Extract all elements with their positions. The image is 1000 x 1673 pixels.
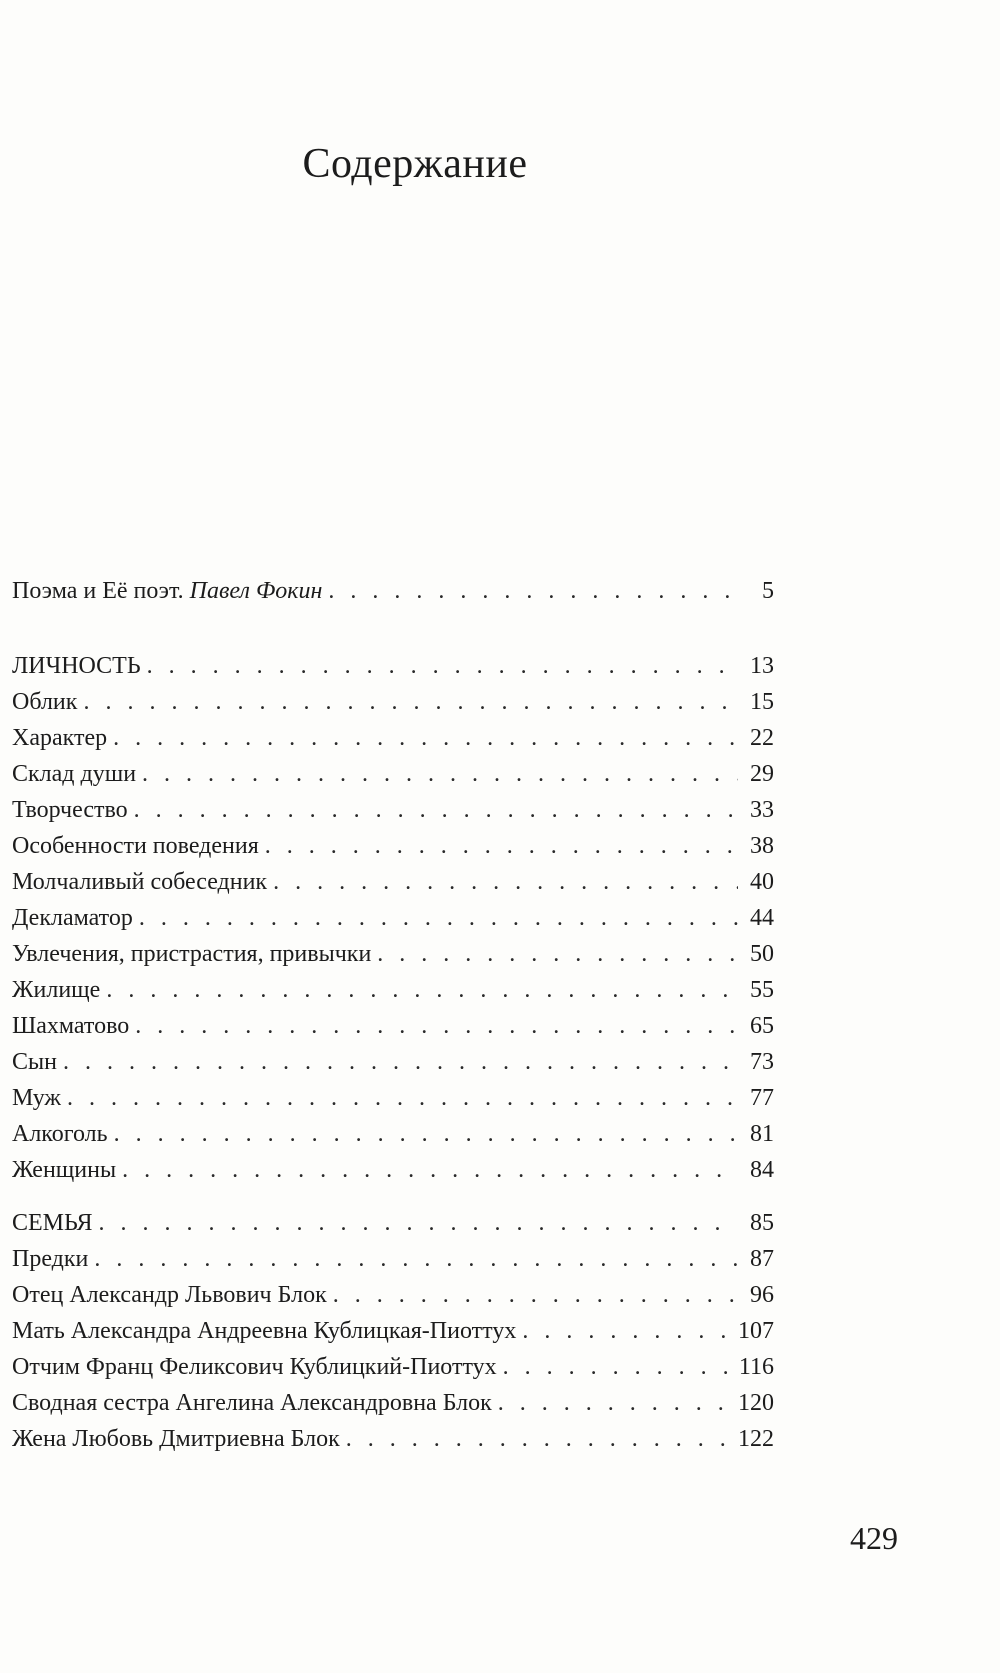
toc-entry-label: ЛИЧНОСТЬ — [12, 653, 141, 679]
toc-entry-label: Особенности поведения — [12, 833, 259, 859]
toc-entry-page: 107 — [738, 1318, 774, 1344]
toc-entry-label: Муж — [12, 1085, 62, 1111]
toc-leader-dots — [83, 689, 738, 716]
toc-leader-dots — [63, 1049, 738, 1076]
toc-leader-dots — [114, 1121, 738, 1148]
toc-entry-label: Облик — [12, 689, 78, 715]
toc-entry — [12, 905, 774, 941]
toc-entry — [12, 1282, 774, 1318]
toc-entry-label: Мать Александра Андреевна Кублицкая-Пиоттух — [12, 1318, 517, 1344]
toc-entry-page: 96 — [750, 1282, 774, 1308]
toc-leader-dots — [122, 1157, 738, 1184]
toc-entry-label: Склад души — [12, 761, 137, 787]
toc-entry — [12, 941, 774, 977]
toc-entry-page: 87 — [750, 1246, 774, 1272]
toc-entry-page: 65 — [750, 1013, 774, 1039]
toc-leader-dots — [147, 653, 738, 680]
toc-entry-label: Сын — [12, 1049, 57, 1075]
toc-entry-page: 120 — [738, 1390, 774, 1416]
toc-entry — [12, 869, 774, 905]
toc-leader-dots — [94, 1246, 738, 1273]
toc-section-family — [12, 1210, 774, 1462]
toc-entry-page: 122 — [738, 1426, 774, 1452]
toc-entry-page: 13 — [750, 653, 774, 679]
toc-entry — [12, 797, 774, 833]
toc-entry-title: Поэма и Её поэт. — [12, 578, 184, 604]
toc-entry-page: 77 — [750, 1085, 774, 1111]
toc-leader-dots — [346, 1426, 732, 1453]
toc-section-personality — [12, 653, 774, 1193]
toc-entry-label: Жилище — [12, 977, 101, 1003]
toc-entry-label: Отчим Франц Феликсович Кублицкий-Пиоттух — [12, 1354, 497, 1380]
toc-entry-page: 29 — [750, 761, 774, 787]
toc-entry — [12, 1426, 774, 1462]
toc-entry — [12, 725, 774, 761]
toc-entry-label: Сводная сестра Ангелина Александровна Блок — [12, 1390, 492, 1416]
toc-entry-page: 116 — [738, 1354, 774, 1380]
toc-entry-label: Женщины — [12, 1157, 117, 1183]
toc-entry-label: Жена Любовь Дмитриевна Блок — [12, 1426, 340, 1452]
toc-intro — [12, 578, 774, 614]
toc-entry-page: 85 — [750, 1210, 774, 1236]
toc-entry — [12, 761, 774, 797]
toc-entry-label: Характер — [12, 725, 108, 751]
toc-entry — [12, 1246, 774, 1282]
toc-entry-label: Алкоголь — [12, 1121, 108, 1147]
toc-leader-dots — [142, 761, 738, 788]
toc-leader-dots — [273, 869, 738, 896]
toc-leader-dots — [67, 1085, 738, 1112]
toc-entry-page: 40 — [750, 869, 774, 895]
toc-leader-dots — [106, 977, 738, 1004]
toc-entry-page: 84 — [750, 1157, 774, 1183]
toc-entry-page: 22 — [750, 725, 774, 751]
toc-entry-label — [12, 578, 322, 605]
toc-entry-label: Отец Александр Львович Блок — [12, 1282, 327, 1308]
toc-entry-author: Павел Фокин — [189, 578, 323, 604]
toc-entry — [12, 977, 774, 1013]
toc-entry — [12, 1013, 774, 1049]
toc-leader-dots — [135, 1013, 738, 1040]
toc-entry-page: 50 — [750, 941, 774, 967]
toc-leader-dots — [498, 1390, 732, 1417]
toc-entry-page: 33 — [750, 797, 774, 823]
toc-entry — [12, 1354, 774, 1390]
toc-entry-label: Шахматово — [12, 1013, 130, 1039]
toc-entry — [12, 1049, 774, 1085]
toc-entry — [12, 578, 774, 614]
toc-entry — [12, 1085, 774, 1121]
page-number: 429 — [850, 1520, 898, 1556]
toc-leader-dots — [333, 1282, 738, 1309]
toc-leader-dots — [503, 1354, 733, 1381]
toc-entry-page: 44 — [750, 905, 774, 931]
toc-entry-page: 73 — [750, 1049, 774, 1075]
toc-leader-dots — [265, 833, 738, 860]
toc-leader-dots — [377, 941, 738, 968]
toc-entry — [12, 1390, 774, 1426]
toc-entry-label: Молчаливый собеседник — [12, 869, 268, 895]
page-title: Содержание — [302, 141, 528, 188]
toc-entry-label: СЕМЬЯ — [12, 1210, 93, 1236]
toc-entry-page: 15 — [750, 689, 774, 715]
toc-entry — [12, 653, 774, 689]
toc-entry — [12, 1318, 774, 1354]
toc-leader-dots — [328, 578, 738, 605]
toc-entry — [12, 1121, 774, 1157]
toc-entry-label: Декламатор — [12, 905, 133, 931]
toc-entry-page: 5 — [762, 578, 774, 604]
toc-entry-page: 55 — [750, 977, 774, 1003]
toc-entry-label: Предки — [12, 1246, 89, 1272]
toc-entry — [12, 689, 774, 725]
toc-leader-dots — [134, 797, 738, 824]
toc-leader-dots — [99, 1210, 738, 1237]
toc-entry-page: 38 — [750, 833, 774, 859]
toc-entry-label: Творчество — [12, 797, 128, 823]
toc-leader-dots — [113, 725, 738, 752]
toc-entry-page: 81 — [750, 1121, 774, 1147]
toc-entry-label: Увлечения, пристрастия, привычки — [12, 941, 372, 967]
toc-leader-dots — [139, 905, 738, 932]
toc-entry — [12, 833, 774, 869]
toc-entry — [12, 1157, 774, 1193]
toc-entry — [12, 1210, 774, 1246]
toc-leader-dots — [522, 1318, 732, 1345]
